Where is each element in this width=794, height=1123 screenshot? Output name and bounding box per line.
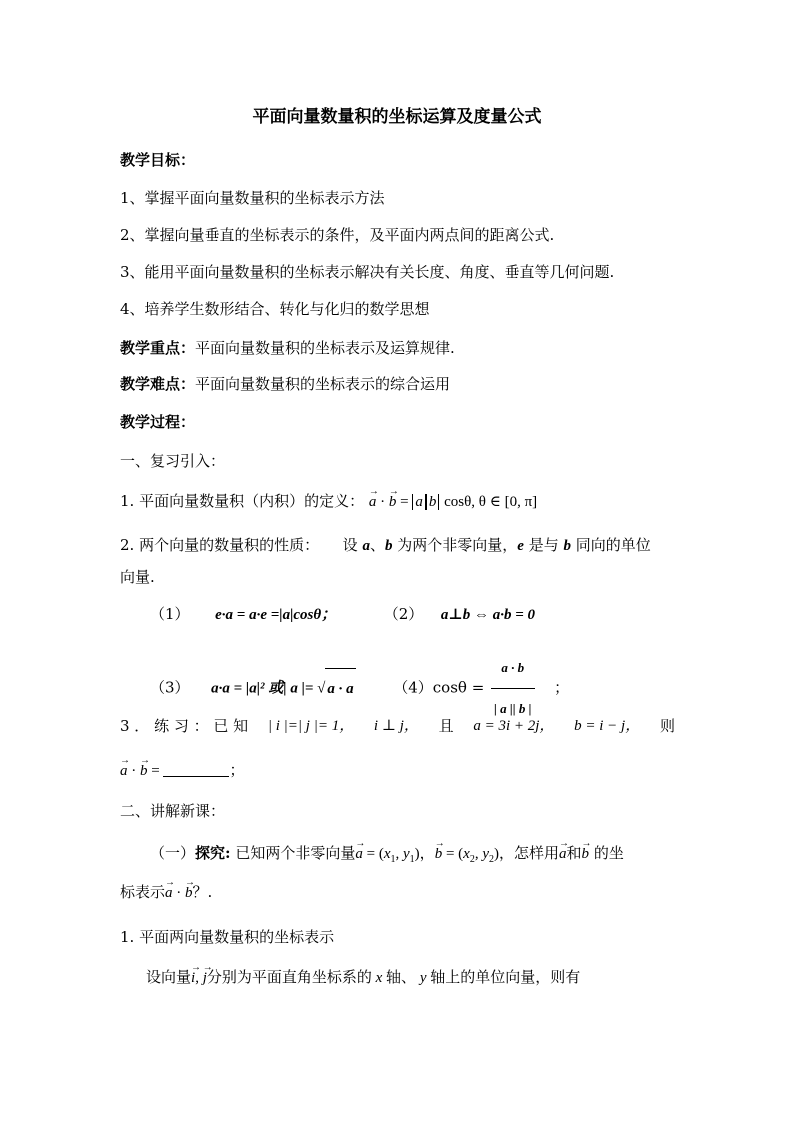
prop1-formula: e·a = a·e =|a|cosθ； (215, 607, 337, 623)
property-row-1 (150, 604, 535, 625)
section2-heading: 二、讲解新课： (120, 802, 226, 820)
properties-text-e: 同向的单位 (575, 536, 651, 554)
explore-line: （一）探究: 已知两个非零向量→ $a = (x_1$, $y_1$)，→ $b = (x_2$, $y_2$)，怎样用→ a和→ b 的坐 (150, 843, 624, 870)
sub1-text-b: 分别为平面直角坐标系的 (206, 968, 372, 986)
prop1-label: （1） (150, 605, 190, 623)
difficulty-label: 教学难点： (120, 375, 196, 393)
exercise-prefix: 3 ． 练 习 ： 已 知 (120, 717, 249, 735)
prop4-label: （4）cosθ = (393, 678, 485, 697)
fraction-denominator: | a || b | (494, 701, 532, 716)
process-heading: 教学过程： (120, 413, 196, 431)
properties-text-a: 2. 两个向量的数量积的性质： (120, 536, 320, 554)
exercise-line-2-tail: ； (229, 761, 245, 779)
difficulty-text: 平面向量数量积的坐标表示的综合运用 (195, 375, 451, 393)
sub1-text-c: 轴、 (386, 968, 417, 986)
explore-c: 已知两个非零向量 (235, 844, 356, 862)
key-point (120, 338, 455, 358)
answer-blank[interactable] (163, 762, 229, 777)
key-point-label: 教学重点： (120, 339, 196, 357)
explore-b: 探究: (195, 844, 231, 862)
explore-e: ，怎样用 (499, 844, 560, 862)
page-title: 平面向量数量积的坐标运算及度量公式 (252, 107, 542, 127)
abs-a: a (412, 494, 426, 510)
definition-line: 1. 平面向量数量积（内积）的定义： → a · → b = a b cosθ, θ ∈ [0, π] (120, 491, 537, 512)
prop2-formula: a⊥b ⇔ a·b = 0 (440, 607, 536, 623)
explore-line2-tail: ？. (192, 883, 213, 901)
objective-item: 4、培养学生数形结合、转化与化归的数学思想 (120, 300, 430, 318)
objective-item: 2、掌握向量垂直的坐标表示的条件，及平面内两点间的距离公式. (120, 226, 555, 244)
objectives-heading: 教学目标： (120, 151, 196, 169)
exercise-cond-1: | i |=| j |= 1， (267, 718, 355, 734)
explore-line2: 标表示 (120, 883, 166, 901)
exercise-cond-3: 且 (438, 717, 454, 735)
exercise-cond-4: a = 3i + 2j， (473, 718, 555, 734)
vector-a-symbol: → a (369, 492, 377, 512)
explore-g: 的坐 (593, 844, 624, 862)
abs-b: b (426, 494, 440, 510)
prop2-label: （2） (383, 605, 424, 623)
prop3-label: （3） (150, 678, 190, 697)
properties-text-d: 是与 (528, 536, 559, 554)
prop3-sqrt: a · a (325, 668, 355, 709)
vector-b-symbol: → b (389, 492, 397, 512)
exercise-cond-2: i ⊥ j， (373, 718, 419, 734)
key-point-text: 平面向量数量积的坐标表示及运算规律. (195, 339, 455, 357)
explore-f: 和 (566, 844, 582, 862)
exercise-line (120, 716, 675, 736)
fraction-numerator: a · b (491, 648, 534, 689)
objective-item: 1、掌握平面向量数量积的坐标表示方法 (120, 189, 385, 207)
objective-item: 3、能用平面向量数量积的坐标表示解决有关长度、角度、垂直等几何问题. (120, 263, 615, 281)
prop4-tail: ； (554, 678, 570, 697)
prop3-formula: a·a = |a|² 或| a |= (211, 680, 318, 697)
definition-formula: cosθ, θ ∈ [0, π] (444, 494, 538, 510)
section1-heading: 一、复习引入： (120, 452, 226, 470)
difficulty (120, 374, 450, 394)
exercise-cond-5: b = i − j， (574, 718, 641, 734)
properties-text-b: 设 (342, 536, 358, 554)
sub1-text-a: 设向量 (146, 968, 192, 986)
subsection-text: 设向量→ i, → j分别为平面直角坐标系的 x 轴、 y 轴上的单位向量，则有 (146, 967, 580, 988)
sub1-text-d: 轴上的单位向量，则有 (430, 968, 581, 986)
properties-text-c: 为两个非零向量， (397, 536, 518, 554)
properties-line: 2. 两个向量的数量积的性质： 设 a、b 为两个非零向量，e 是与 b 同向的单位 (120, 536, 651, 554)
property-row-2: （3） a·a = |a|² 或| a |= √ a · a （4）cosθ = $\frac{a \cdot b}{| a || b |}$ ； (150, 648, 569, 729)
definition-prefix: 1. 平面向量数量积（内积）的定义： (120, 492, 365, 510)
exercise-line-2: → a · → b = ； (120, 760, 244, 781)
explore-a: （一） (150, 844, 196, 862)
explore-d: ， (419, 844, 435, 862)
subsection-title: 1. 平面两向量数量积的坐标表示 (120, 928, 335, 946)
properties-line-2: 向量. (120, 568, 155, 586)
explore-line-2: 标表示→ a · → b？. (120, 882, 212, 903)
exercise-cond-6: 则 (659, 717, 675, 735)
